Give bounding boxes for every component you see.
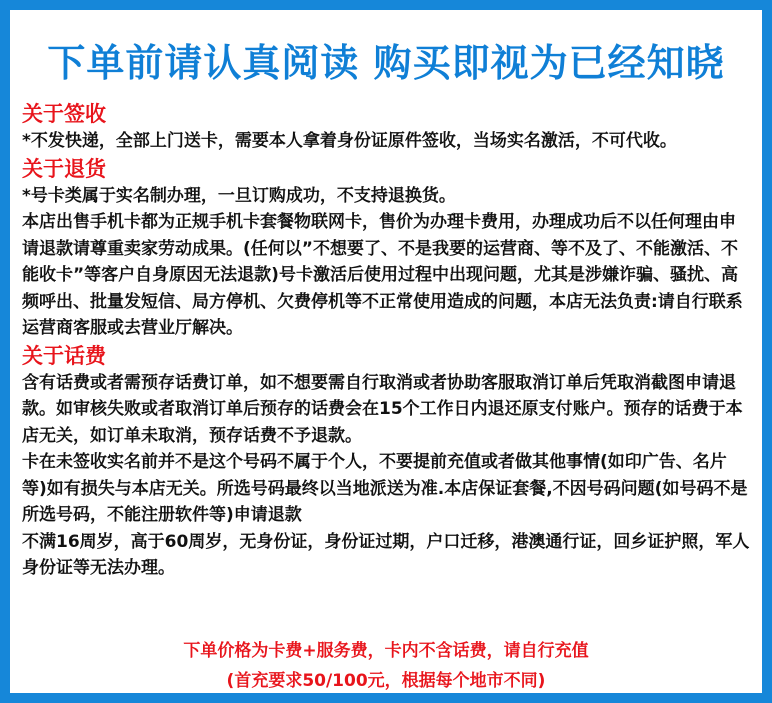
section-paragraph: 含有话费或者需预存话费订单，如不想要需自行取消或者协助客服取消订单后凭取消截图申请退款。如审核失败或者取消订单后预存的话费会在15个工作日内退还原支付账户。预存的话费于本店无关，如订单未取消，预存话费不予退款。 [22, 372, 743, 446]
section-paragraph: 本店出售手机卡都为正规手机卡套餐物联网卡，售价为办理卡费用，办理成功后不以任何理由申请退款请尊重卖家劳动成果。(任何以”不想要了、不是我要的运营商、等不及了、不能激活、不能收卡”等客户自身原因无法退款)号卡激活后使用过程中出现问题，尤其是涉嫌诈骗、骚扰、高频呼出、批量发短信、局方停机、欠费停机等不正常使用造成的问题，本店无法负责:请自行联系运营商客服或去营业厅解决。 [22, 212, 743, 338]
section-paragraph: 不满16周岁，高于60周岁，无身份证，身份证过期，户口迁移，港澳通行证，回乡证护照，军人身份证等无法办理。 [22, 531, 750, 578]
section-paragraph: *不发快递，全部上门送卡，需要本人拿着身份证原件签收，当场实名激活，不可代收。 [22, 131, 677, 151]
section-heading: 关于话费 [22, 343, 106, 368]
section-receipt [22, 100, 750, 155]
section-phone-credit [22, 342, 750, 582]
section-returns [22, 155, 750, 342]
page-title: 下单前请认真阅读 购买即视为已经知晓 [47, 41, 725, 85]
section-heading: 关于退货 [22, 156, 106, 181]
section-heading: 关于签收 [22, 102, 106, 126]
price-notice: 下单价格为卡费+服务费，卡内不含话费，请自行充值 [183, 641, 589, 661]
content-area [22, 100, 750, 582]
section-paragraph: *号卡类属于实名制办理，一旦订购成功，不支持退换货。 [22, 185, 456, 206]
notice-card [10, 10, 762, 693]
section-paragraph: 卡在未签收实名前并不是这个号码不属于个人，不要提前充值或者做其他事情(如印广告、名片等)如有损失与本店无关。所选号码最终以当地派送为准.本店保证套餐,不因号码问题(如号码不是所选号码，不能注册软件等)申请退款 [22, 452, 748, 525]
recharge-notice: (首充要求50/100元，根据每个地市不同) [226, 671, 546, 691]
